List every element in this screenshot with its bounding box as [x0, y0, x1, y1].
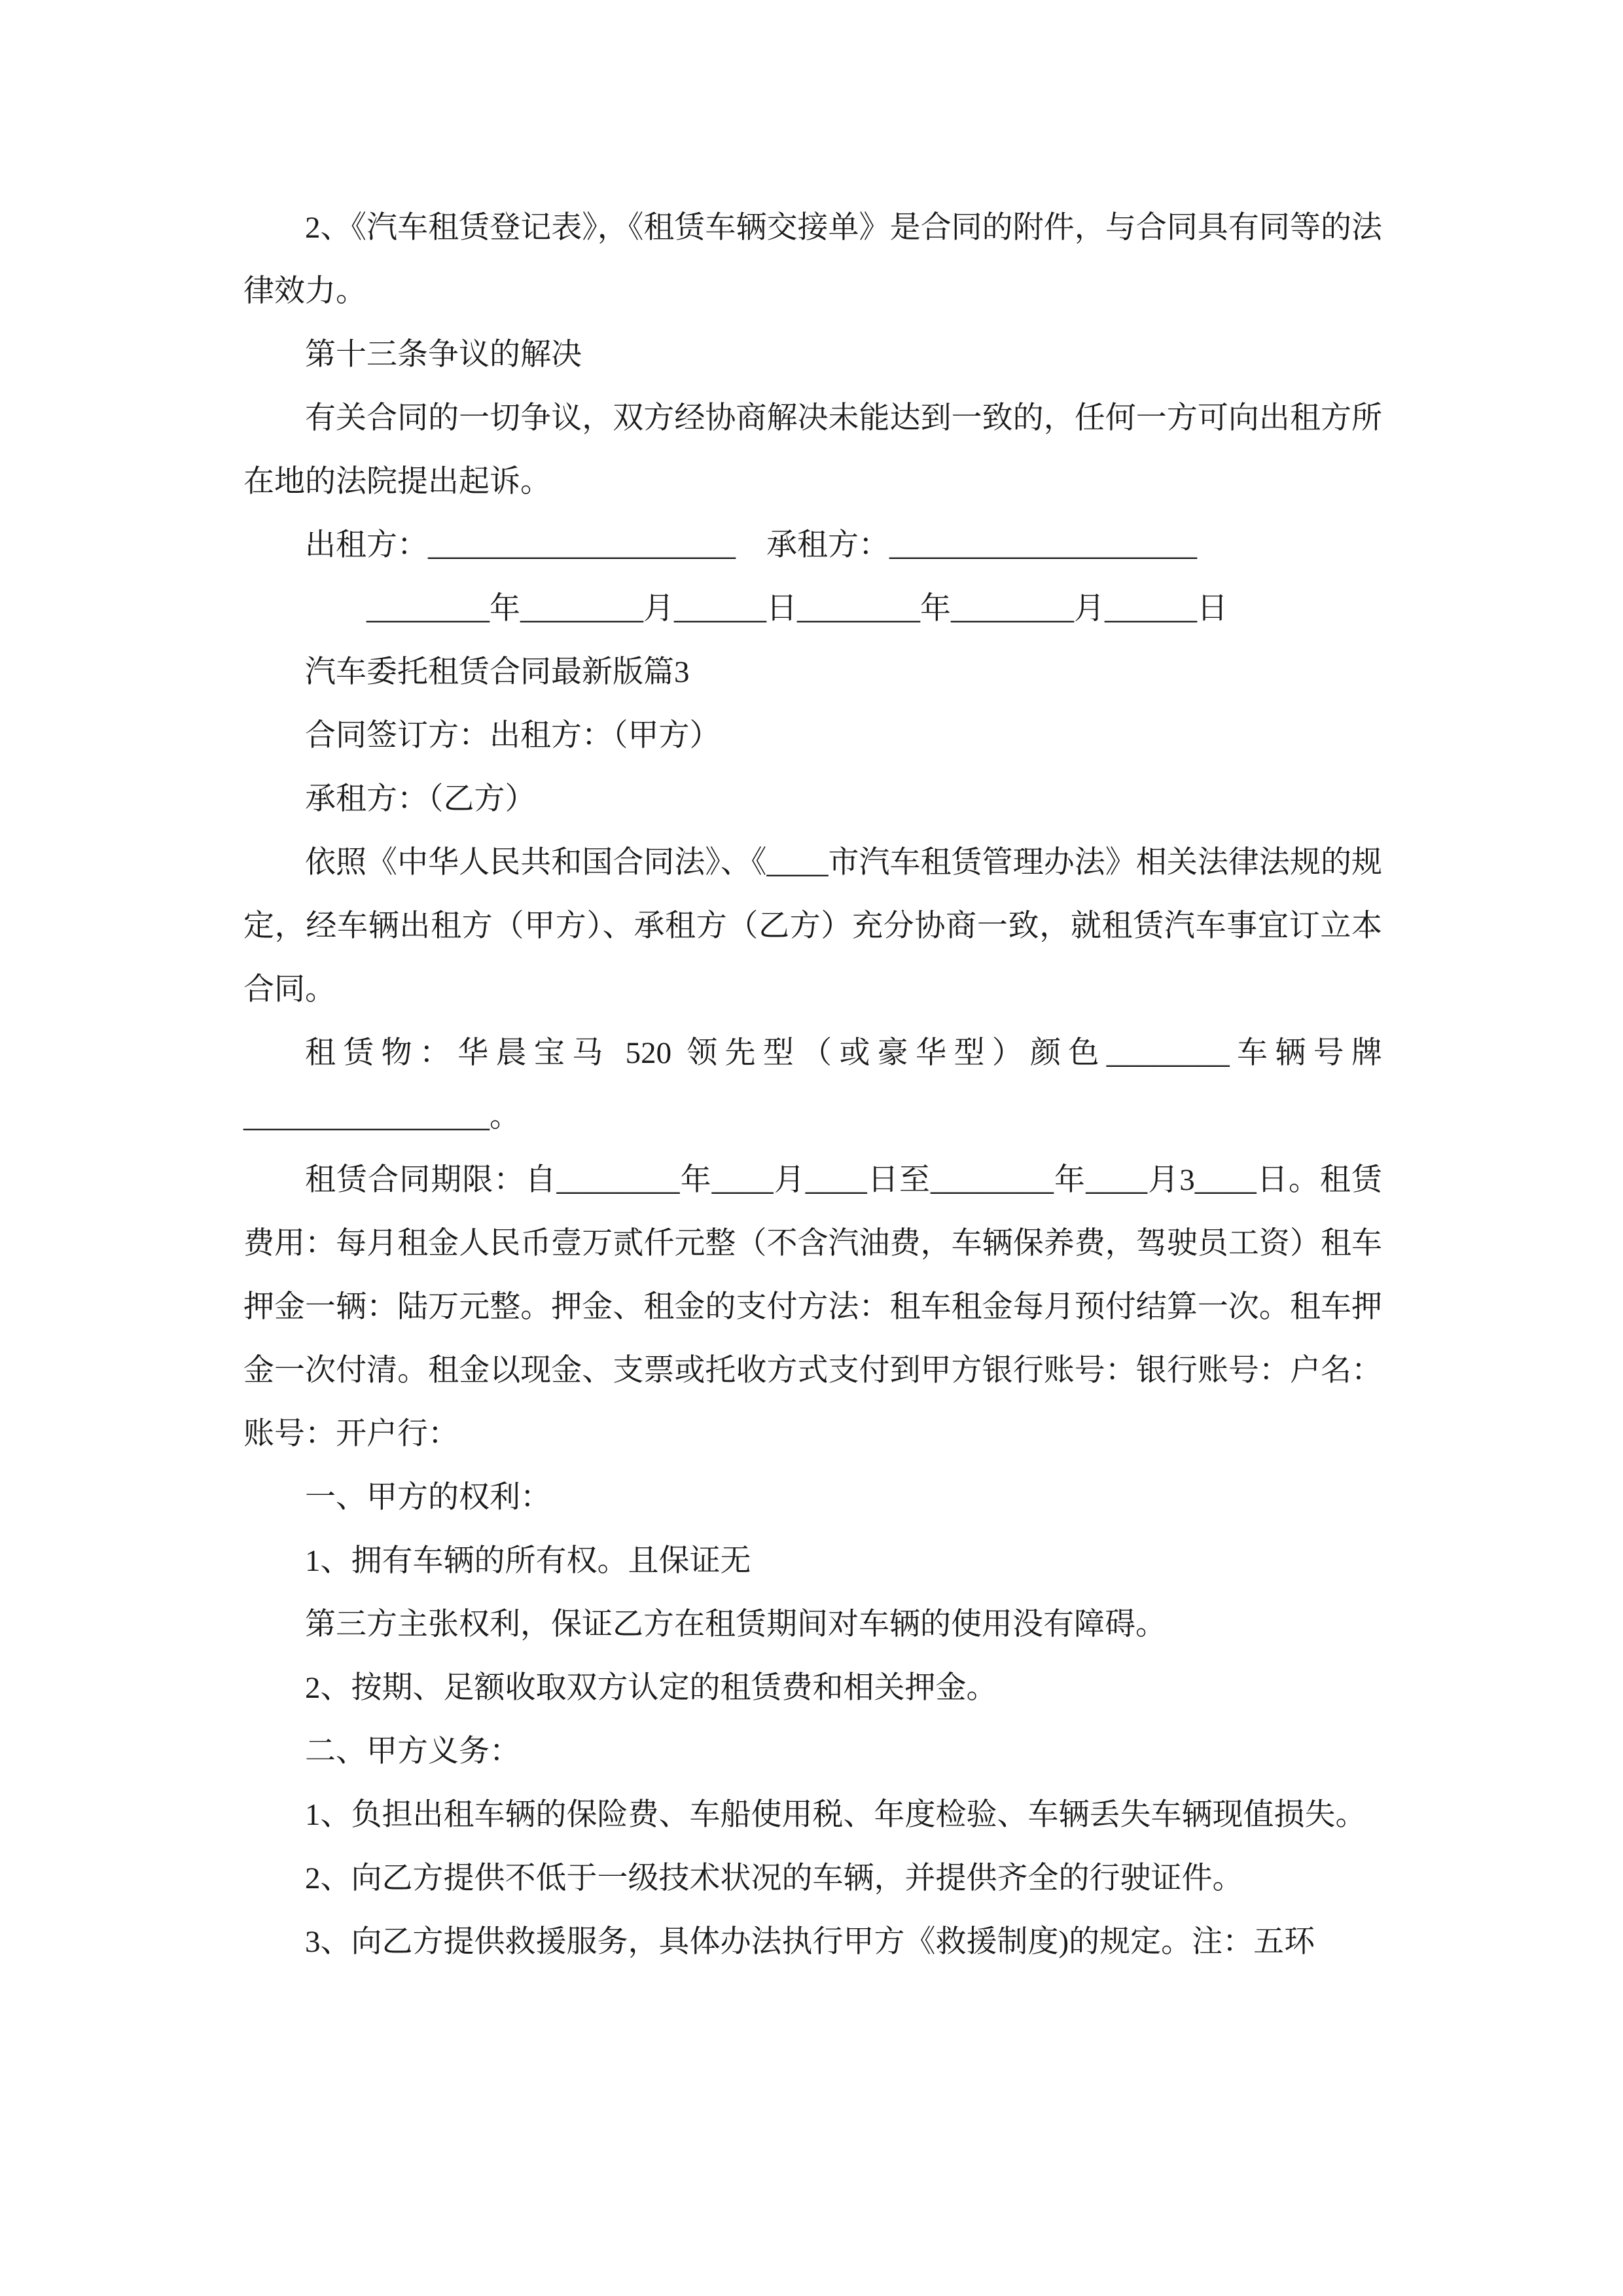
party-a-duties-item-2: 2、向乙方提供不低于一级技术状况的车辆，并提供齐全的行驶证件。 [305, 1861, 1243, 1895]
party-a-rights-item-1: 1、拥有车辆的所有权。且保证无 [305, 1544, 751, 1578]
clause-13-heading: 第十三条争议的解决 [305, 338, 582, 372]
clause-13-body: 有关合同的一切争议，双方经协商解决未能达到一致的，任何一方可向出租方所在地的法院提出起诉。 [243, 401, 1382, 499]
party-a-duties-heading: 二、甲方义务： [305, 1734, 520, 1768]
party-a-duties-item-3: 3、向乙方提供救援服务，具体办法执行甲方《救援制度)的规定。注：五环 [305, 1925, 1315, 1959]
party-a-rights-heading: 一、甲方的权利： [305, 1480, 551, 1515]
legal-basis-paragraph: 依照《中华人民共和国合同法》、《____市汽车租赁管理办法》相关法律法规的规定，经车辆出租方（甲方）、承租方（乙方）充分协商一致，就租赁汽车事宜订立本合同。 [243, 846, 1382, 1007]
party-a-line: 合同签订方：出租方：（甲方） [305, 719, 721, 753]
signature-date-line: ________年________月______日________年________月______日 [366, 592, 1228, 626]
contract-body [243, 196, 1382, 1974]
clause-attachments: 2、《汽车租赁登记表》，《租赁车辆交接单》是合同的附件，与合同具有同等的法律效力。 [243, 211, 1382, 308]
rental-object-paragraph: 租赁物：华晨宝马 520 领先型（或豪华型）颜色________车辆号牌________________。 [243, 1036, 1382, 1134]
party-a-duties-item-1: 1、负担出租车辆的保险费、车船使用税、年度检验、车辆丢失车辆现值损失。 [305, 1798, 1366, 1832]
party-a-rights-item-1b: 第三方主张权利，保证乙方在租赁期间对车辆的使用没有障碍。 [305, 1607, 1166, 1641]
party-b-line: 承租方：（乙方） [305, 782, 536, 816]
signature-parties-line: 出租方：____________________ 承租方：____________________ [305, 528, 1197, 562]
section-3-title: 汽车委托租赁合同最新版篇3 [305, 655, 690, 689]
party-a-rights-item-2: 2、按期、足额收取双方认定的租赁费和相关押金。 [305, 1671, 997, 1705]
rental-term-fee-paragraph: 租赁合同期限：自________年____月____日至________年____月3____日。租赁费用：每月租金人民币壹万贰仟元整（不含汽油费，车辆保养费，驾驶员工资）租车押金一辆：陆万元整。押金、租金的支付方法：租车租金每月预付结算一次。租车押金一次付清。租金以现金、支票或托收方式支付到甲方银行账号：银行账号：户名：账号：开户行： [243, 1163, 1382, 1451]
